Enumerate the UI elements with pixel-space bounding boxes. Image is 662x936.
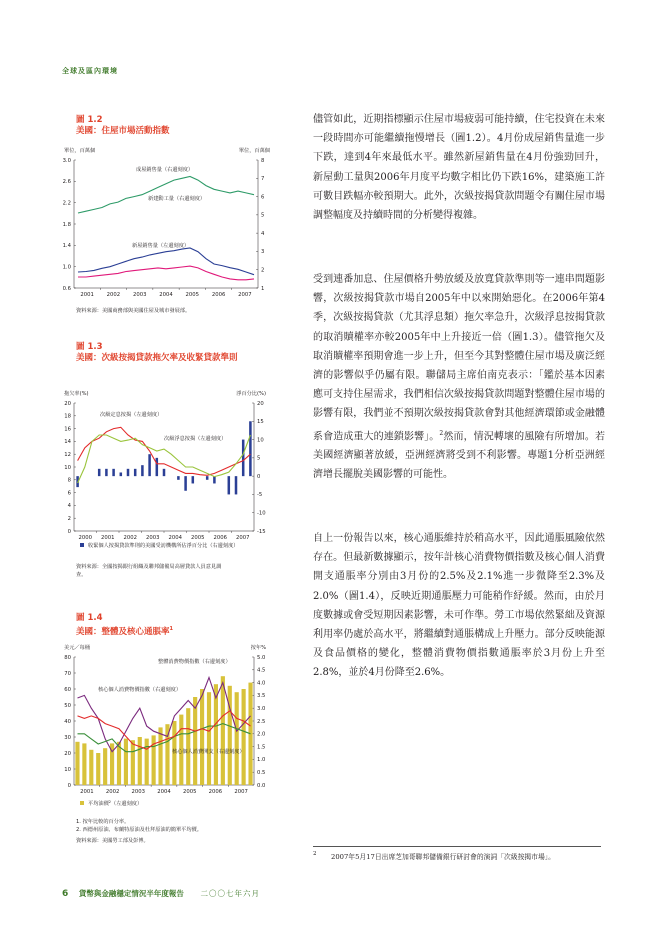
left-tick-label: 10 [64,464,71,471]
left-tick-label: 50 [64,702,71,709]
right-tick-label: 15 [257,419,264,426]
figure-1-3-title [76,342,246,364]
left-tick-label: 30 [64,734,71,741]
right-tick-label: 0.5 [257,770,266,776]
x-tick-label: 2002 [106,292,121,298]
right-axis-label: 單位，百萬個 [238,148,270,154]
right-tick-label: 5.0 [257,654,266,661]
left-tick-label: 2.6 [62,179,71,186]
page-footer [62,888,260,899]
legend-swatch [80,801,84,805]
bar [192,476,195,483]
right-tick-label: 4 [261,230,265,237]
right-tick-label: 2.0 [257,731,266,738]
footnote-divider [313,846,601,847]
series-label: 成屋銷售量（右邊刻度） [136,167,194,173]
figure-source: 資料來源：美國商務部與美國住屋及城市發展部。 [76,308,191,314]
bar [112,469,115,476]
bar [200,689,204,785]
bar [98,469,101,476]
left-tick-label: 20 [64,750,71,757]
right-tick-label: 3.5 [257,693,266,700]
bar [193,697,197,785]
figure-note: 2. 西德州原油、布蘭特原油及杜拜原油的簡單平均價。 [76,827,202,833]
left-tick-label: 80 [64,654,71,661]
right-tick-label: 7 [261,176,265,183]
left-tick-label: 6 [67,490,71,497]
left-tick-label: 0.6 [62,285,71,292]
right-tick-label: 2.5 [257,718,266,725]
x-tick-label: 2004 [157,789,171,795]
x-tick-label: 2007 [234,789,248,795]
x-tick-label: 2002 [105,789,120,795]
bar [127,469,130,476]
right-tick-label: 1 [261,285,265,292]
x-tick-label: 2000 [78,535,92,541]
bar [158,727,162,785]
x-tick-label: 2005 [191,535,205,541]
series-label: 次級定息按揭（左邊刻度） [100,412,163,418]
bar [235,476,238,494]
right-tick-label: 5 [257,455,261,462]
left-tick-label: 2.2 [62,200,71,207]
bar [207,692,211,785]
x-tick-label: 2006 [208,789,223,795]
series-label: 新建動工量（右邊刻度） [148,196,206,202]
x-tick-label: 2007 [238,292,252,298]
figure-1-2-title [76,115,170,137]
footnote-ref: 2 [439,429,444,437]
x-tick-label: 2003 [132,292,147,298]
bar [103,748,107,785]
figure-number: 圖 1.3 [76,342,103,352]
left-tick-label: 0 [67,782,71,789]
x-tick-label: 2003 [131,789,146,795]
left-tick-label: 1.4 [62,243,71,250]
right-tick-label: -5 [257,492,263,499]
paragraph-1: 儘管如此，近期指標顯示住屋市場疲弱可能持續，住宅投資在未來一段時間亦可能繼續拖慢增長（圖1.2）。4月份成屋銷售量進一步下跌，達到4年來最低水平。雖然新屋銷售量在4月份強勁回升，新屋動工量與2006年月度平均數字相比仍下跌16%，建築施工許可數目跌幅亦較預期大。此外，次級按揭貸款問題令有關住屋市場調整幅度及持續時間的分析變得複雜。 [313,114,605,222]
figure-caption: 美國：次級按揭貸款拖欠率及收緊貸款準則 [76,353,238,363]
bar [96,753,100,785]
figure-source: 資料來源：美國勞工部及彭博。 [76,838,149,844]
left-tick-label: 60 [64,686,71,693]
page-number: 6 [62,889,69,899]
left-tick-label: 18 [64,413,71,420]
left-tick-label: 2 [67,516,71,522]
figure-source: 資料來源：全國按揭銀行組織及聯邦儲備局高層貸款人員意見調查。 [76,564,222,578]
x-tick-label: 2007 [236,535,250,541]
left-tick-label: 0 [67,528,71,535]
bar [131,740,135,785]
legend-label: 收緊個人按揭貸款準則的美國受訪機構所佔淨百分比（右邊刻度） [88,543,239,549]
bar [124,739,128,785]
bar [235,692,239,785]
figure-1-4-title [76,613,173,638]
right-tick-label: 2 [261,267,265,274]
bar [206,476,209,480]
right-tick-label: -15 [257,528,266,535]
right-tick-label: 1.0 [257,757,266,764]
bar [214,684,218,785]
publication-title: 貨幣與金融穩定情況半年度報告 [78,889,184,898]
bar [141,465,144,476]
figure-caption: 美國：住屋市場活動指數 [76,126,170,136]
bar [177,476,180,480]
x-tick-label: 2006 [211,292,226,298]
left-axis-label: 拖欠率(%) [64,391,89,397]
right-axis-label: 按年% [250,645,266,651]
left-tick-label: 16 [64,426,71,433]
bar [82,743,86,785]
bar [242,440,245,477]
figure-number: 圖 1.4 [76,613,103,623]
left-tick-label: 3.0 [62,157,71,164]
right-tick-label: 1.5 [257,744,266,751]
series-label: 整體消費物價指數（右邊刻度） [158,659,231,665]
figure-notes [76,818,202,845]
legend-label: 平均油價$^2$（左邊刻度） [88,800,143,807]
series-label: 次級浮息按揭（左邊刻度） [164,436,227,442]
series-line [78,248,254,275]
bar [145,739,149,785]
x-tick-label: 2005 [182,789,197,795]
bar [89,750,93,785]
x-tick-label: 2001 [80,292,94,298]
left-axis-label: 美元／每桶 [64,645,90,651]
right-tick-label: 8 [261,157,265,164]
bar [228,476,231,494]
bar [184,476,187,491]
footnote-text: 2007年5月17日出席芝加哥聯邦儲備銀行研討會的演詞「次級按揭市場」。 [331,853,555,861]
series-label: 新屋銷售量（左邊刻度） [132,243,190,249]
figure-caption-sup: 1 [169,626,173,632]
bar [249,421,252,476]
series-label: 核心個人消費開支（右邊刻度） [172,749,245,755]
right-tick-label: 4.0 [257,680,266,687]
bar [105,469,108,476]
left-tick-label: 12 [64,452,71,458]
right-tick-label: -10 [257,510,266,517]
subprime-delinquency-chart [62,385,272,555]
left-tick-label: 14 [64,439,71,446]
footnote-number: 2 [313,851,317,857]
x-tick-label: 2006 [213,535,227,541]
figure-number: 圖 1.2 [76,115,103,125]
right-tick-label: 0.0 [257,782,266,789]
x-tick-label: 2001 [101,535,115,541]
right-axis-label: 淨百分比(%) [236,391,266,397]
right-tick-label: 6 [261,194,265,201]
publication-date: 二〇〇七年六月 [200,889,261,898]
right-tick-label: 5 [261,212,265,219]
left-axis-label: 單位，百萬個 [64,148,96,154]
bar [138,737,142,785]
bar [242,689,246,785]
bar [120,472,123,476]
right-tick-label: 4.5 [257,667,266,674]
x-tick-label: 2002 [123,535,137,541]
inflation-chart [62,643,272,813]
x-tick-label: 2004 [168,535,182,541]
left-tick-label: 70 [64,670,71,677]
bar [221,676,225,785]
left-tick-label: 4 [67,503,71,510]
series-line [78,177,254,214]
figure-caption: 美國：整體及核心通脹率 [76,626,170,637]
paragraph-3: 自上一份報告以來，核心通脹維持於稍高水平，因此通脹風險依然存在。但最新數據顯示，按年計核心消費物價指數及核心個人消費開支通脹率分別由3月份的2.5%及2.1%進一步微降至2.3%及2.0%（圖1.4），反映近期通脹壓力可能稍作紓緩。然而，由於月度數據或會受短期因素影響，未可作準。勞工市場依然緊絀及資源利用率仍處於高水平，將繼續對通脹構成上升壓力。部分反映能源及食品價格的變化，整體消費物價指數通脹率於3月份上升至2.8%，並於4月份降至2.6%。 [313,533,605,679]
bar [156,458,159,476]
figure-note: 1. 按年比較的百分率。 [76,819,130,825]
bar [75,742,79,785]
x-tick-label: 2005 [185,292,200,298]
footnote [313,851,555,861]
housing-activity-chart [62,146,272,306]
bar [186,708,190,785]
left-tick-label: 1.0 [62,264,71,271]
bar [148,454,151,476]
bar [134,469,137,476]
legend-swatch [80,543,84,547]
section-header: 全球及區內環境 [62,67,118,75]
bar [228,686,232,785]
x-tick-label: 2003 [146,535,160,541]
paragraph-2: 受到連番加息、住屋價格升勢放緩及放寬貸款準則等一連串問題影響，次級按揭貸款市場自2005年中以來開始惡化。在2006年第4季，次級按揭貸款（尤其浮息類）拖欠率急升，次級浮息按揭貸款的取消贖權率亦較2005年中上升接近一倍（圖1.3）。儘管拖欠及取消贖權率預期會進一步上升，但至今其對整體住屋市場及廣泛經濟的影響似乎仍屬有限。聯儲局主席伯南克表示：「鑑於基本因素應可支持住屋需求，我們相信次級按揭貸款問題對整體住屋市場的影響有限，我們並不預期次級按揭貸款會對其他經濟環節或金融體系會造成重大的連鎖影響」。$^2$然而，情況轉壞的風險有所增加。若美國經濟顯著放緩，亞洲經濟將受到不利影響。專題1分析亞洲經濟增長擺脫美國影響的可能性。 [313,274,605,481]
left-tick-label: 1.8 [62,221,71,228]
x-tick-label: 2001 [80,789,94,795]
right-tick-label: 10 [257,437,264,444]
right-tick-label: 0 [257,473,261,480]
right-tick-label: 3 [261,249,265,256]
left-tick-label: 40 [64,718,71,725]
right-tick-label: 3.0 [257,706,266,712]
left-tick-label: 10 [64,766,71,773]
bar [213,476,216,483]
right-tick-label: 20 [257,400,264,407]
left-tick-label: 8 [67,477,71,484]
bar [163,469,166,476]
series-label: 核心個人消費物價指數（右邊刻度） [98,687,182,693]
left-tick-label: 20 [64,400,71,407]
x-tick-label: 2004 [159,292,173,298]
bar [152,735,156,785]
